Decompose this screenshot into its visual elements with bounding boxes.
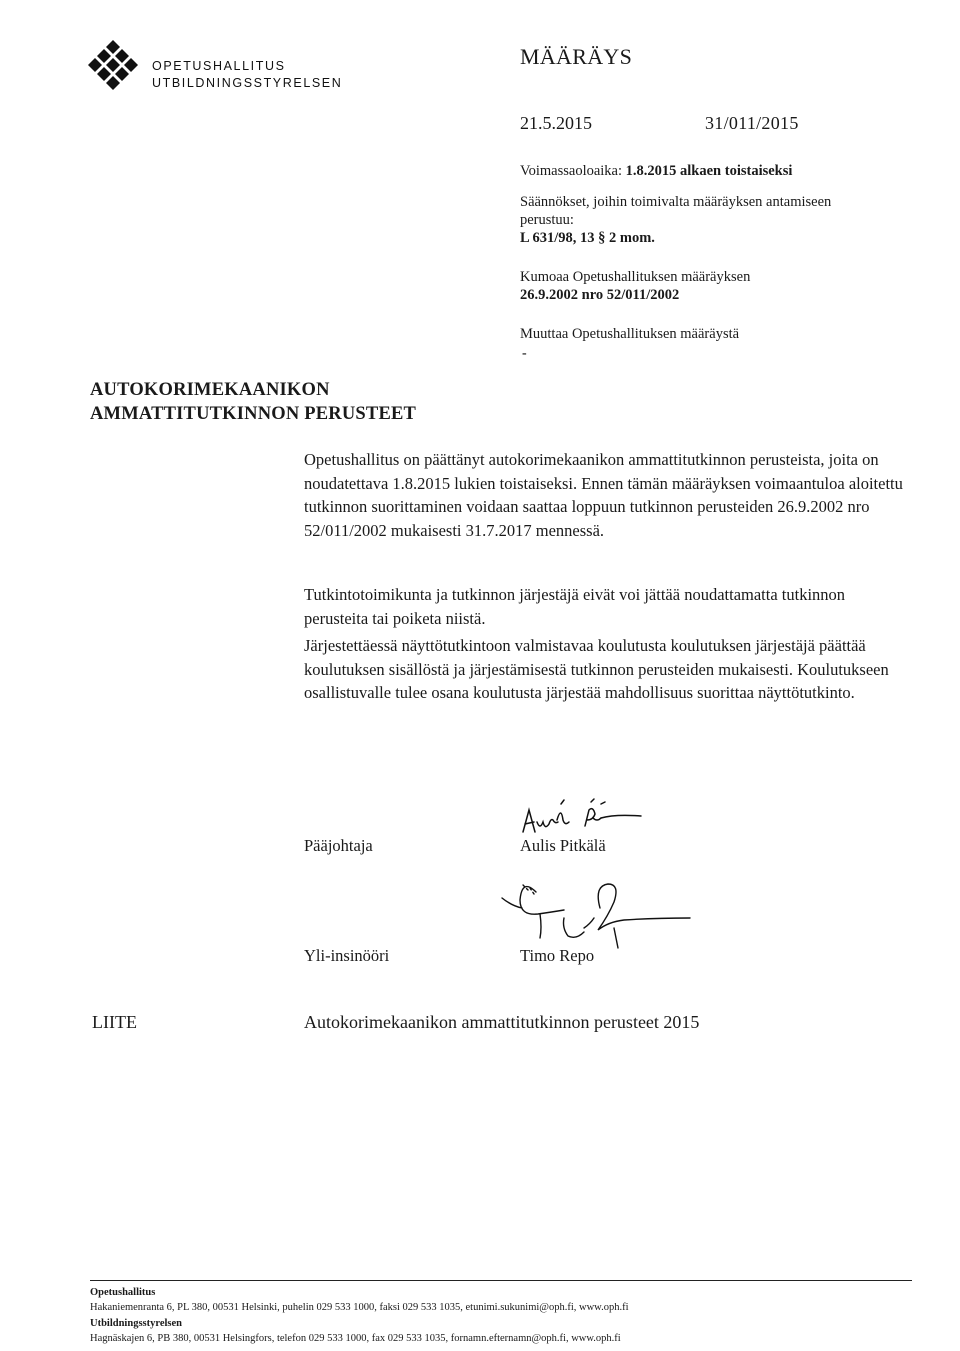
signatory-2-name: Timo Repo [520, 946, 595, 965]
signatory-1-role: Pääjohtaja [304, 836, 373, 855]
signatory-2-role: Yli-insinööri [304, 946, 390, 965]
repeals-value: 26.9.2002 nro 52/011/2002 [520, 287, 680, 303]
body-paragraph-1: Opetushallitus on päättänyt autokorimekaanikon ammattitutkinnon perusteista, joita on noudatettava 1.8.2015 lukien toistaiseksi. Ennen tämän määräyksen voimaantuloa aloitettu tutkinnon suorittaminen voidaan saattaa loppuun tutkinnon perusteiden 26.9.2002 nro 52/011/2002 mukaisesti 31.7.2017 mennessä. [304, 450, 903, 540]
attachment-label: LIITE [92, 1012, 137, 1032]
org-name-fi: OPETUSHALLITUS [152, 59, 286, 73]
document-number: 31/011/2015 [705, 113, 799, 133]
footer-divider [90, 1280, 912, 1281]
signature-aulis-pitkala-icon [505, 792, 655, 842]
org-name-sv: UTBILDNINGSSTYRELSEN [152, 76, 343, 90]
signatory-1-name: Aulis Pitkälä [520, 836, 606, 855]
repeals-section [520, 268, 750, 304]
basis-label: Säännökset, joihin toimivalta määräyksen antamiseen perustuu: [520, 194, 832, 228]
document-date: 21.5.2015 [520, 113, 592, 133]
signature-timo-repo-icon [480, 868, 710, 963]
organization-name [152, 58, 342, 92]
diamond-grid-logo-icon [82, 18, 144, 104]
body-paragraph-3: Järjestettäessä näyttötutkintoon valmistavaa koulutusta koulutuksen järjestäjä päättää koulutuksen sisällöstä ja järjestämisestä tutkinnon perusteiden mukaisesti. Koulutukseen osallistuvalle tulee osana koulutusta järjestää mahdollisuus suorittaa näyttötutkinto. [304, 636, 889, 702]
document-title [90, 378, 416, 426]
amends-value: - [522, 346, 527, 361]
footer-address-fi: Hakaniemenranta 6, PL 380, 00531 Helsinki, puhelin 029 533 1000, faksi 029 533 1035, etunimi.sukunimi@oph.fi, www.oph.fi [90, 1302, 629, 1313]
amends-label: Muuttaa Opetushallituksen määräystä [520, 326, 740, 342]
footer-org-fi: Opetushallitus [90, 1287, 156, 1298]
body-paragraph-2: Tutkintotoimikunta ja tutkinnon järjestäjä eivät voi jättää noudattamatta tutkinnon perusteita tai poiketa niistä. [304, 585, 846, 628]
attachment-title: Autokorimekaanikon ammattitutkinnon perusteet 2015 [304, 1012, 700, 1032]
repeals-label: Kumoaa Opetushallituksen määräyksen [520, 269, 751, 285]
validity-label: Voimassaoloaika: [520, 163, 623, 179]
title-line-1: AUTOKORIMEKAANIKON [90, 380, 330, 400]
basis-value: L 631/98, 13 § 2 mom. [520, 230, 655, 246]
legal-basis [520, 193, 880, 247]
footer-address-sv: Hagnäskajen 6, PB 380, 00531 Helsingfors, telefon 029 533 1000, fax 029 533 1035, fornamn.efternamn@oph.fi, www.oph.fi [90, 1333, 621, 1344]
document-type: MÄÄRÄYS [520, 44, 633, 69]
footer-org-sv: Utbildningsstyrelsen [90, 1318, 182, 1329]
validity-value: 1.8.2015 alkaen toistaiseksi [625, 163, 793, 179]
validity-period [520, 162, 792, 180]
title-line-2: AMMATTITUTKINNON PERUSTEET [90, 404, 417, 424]
